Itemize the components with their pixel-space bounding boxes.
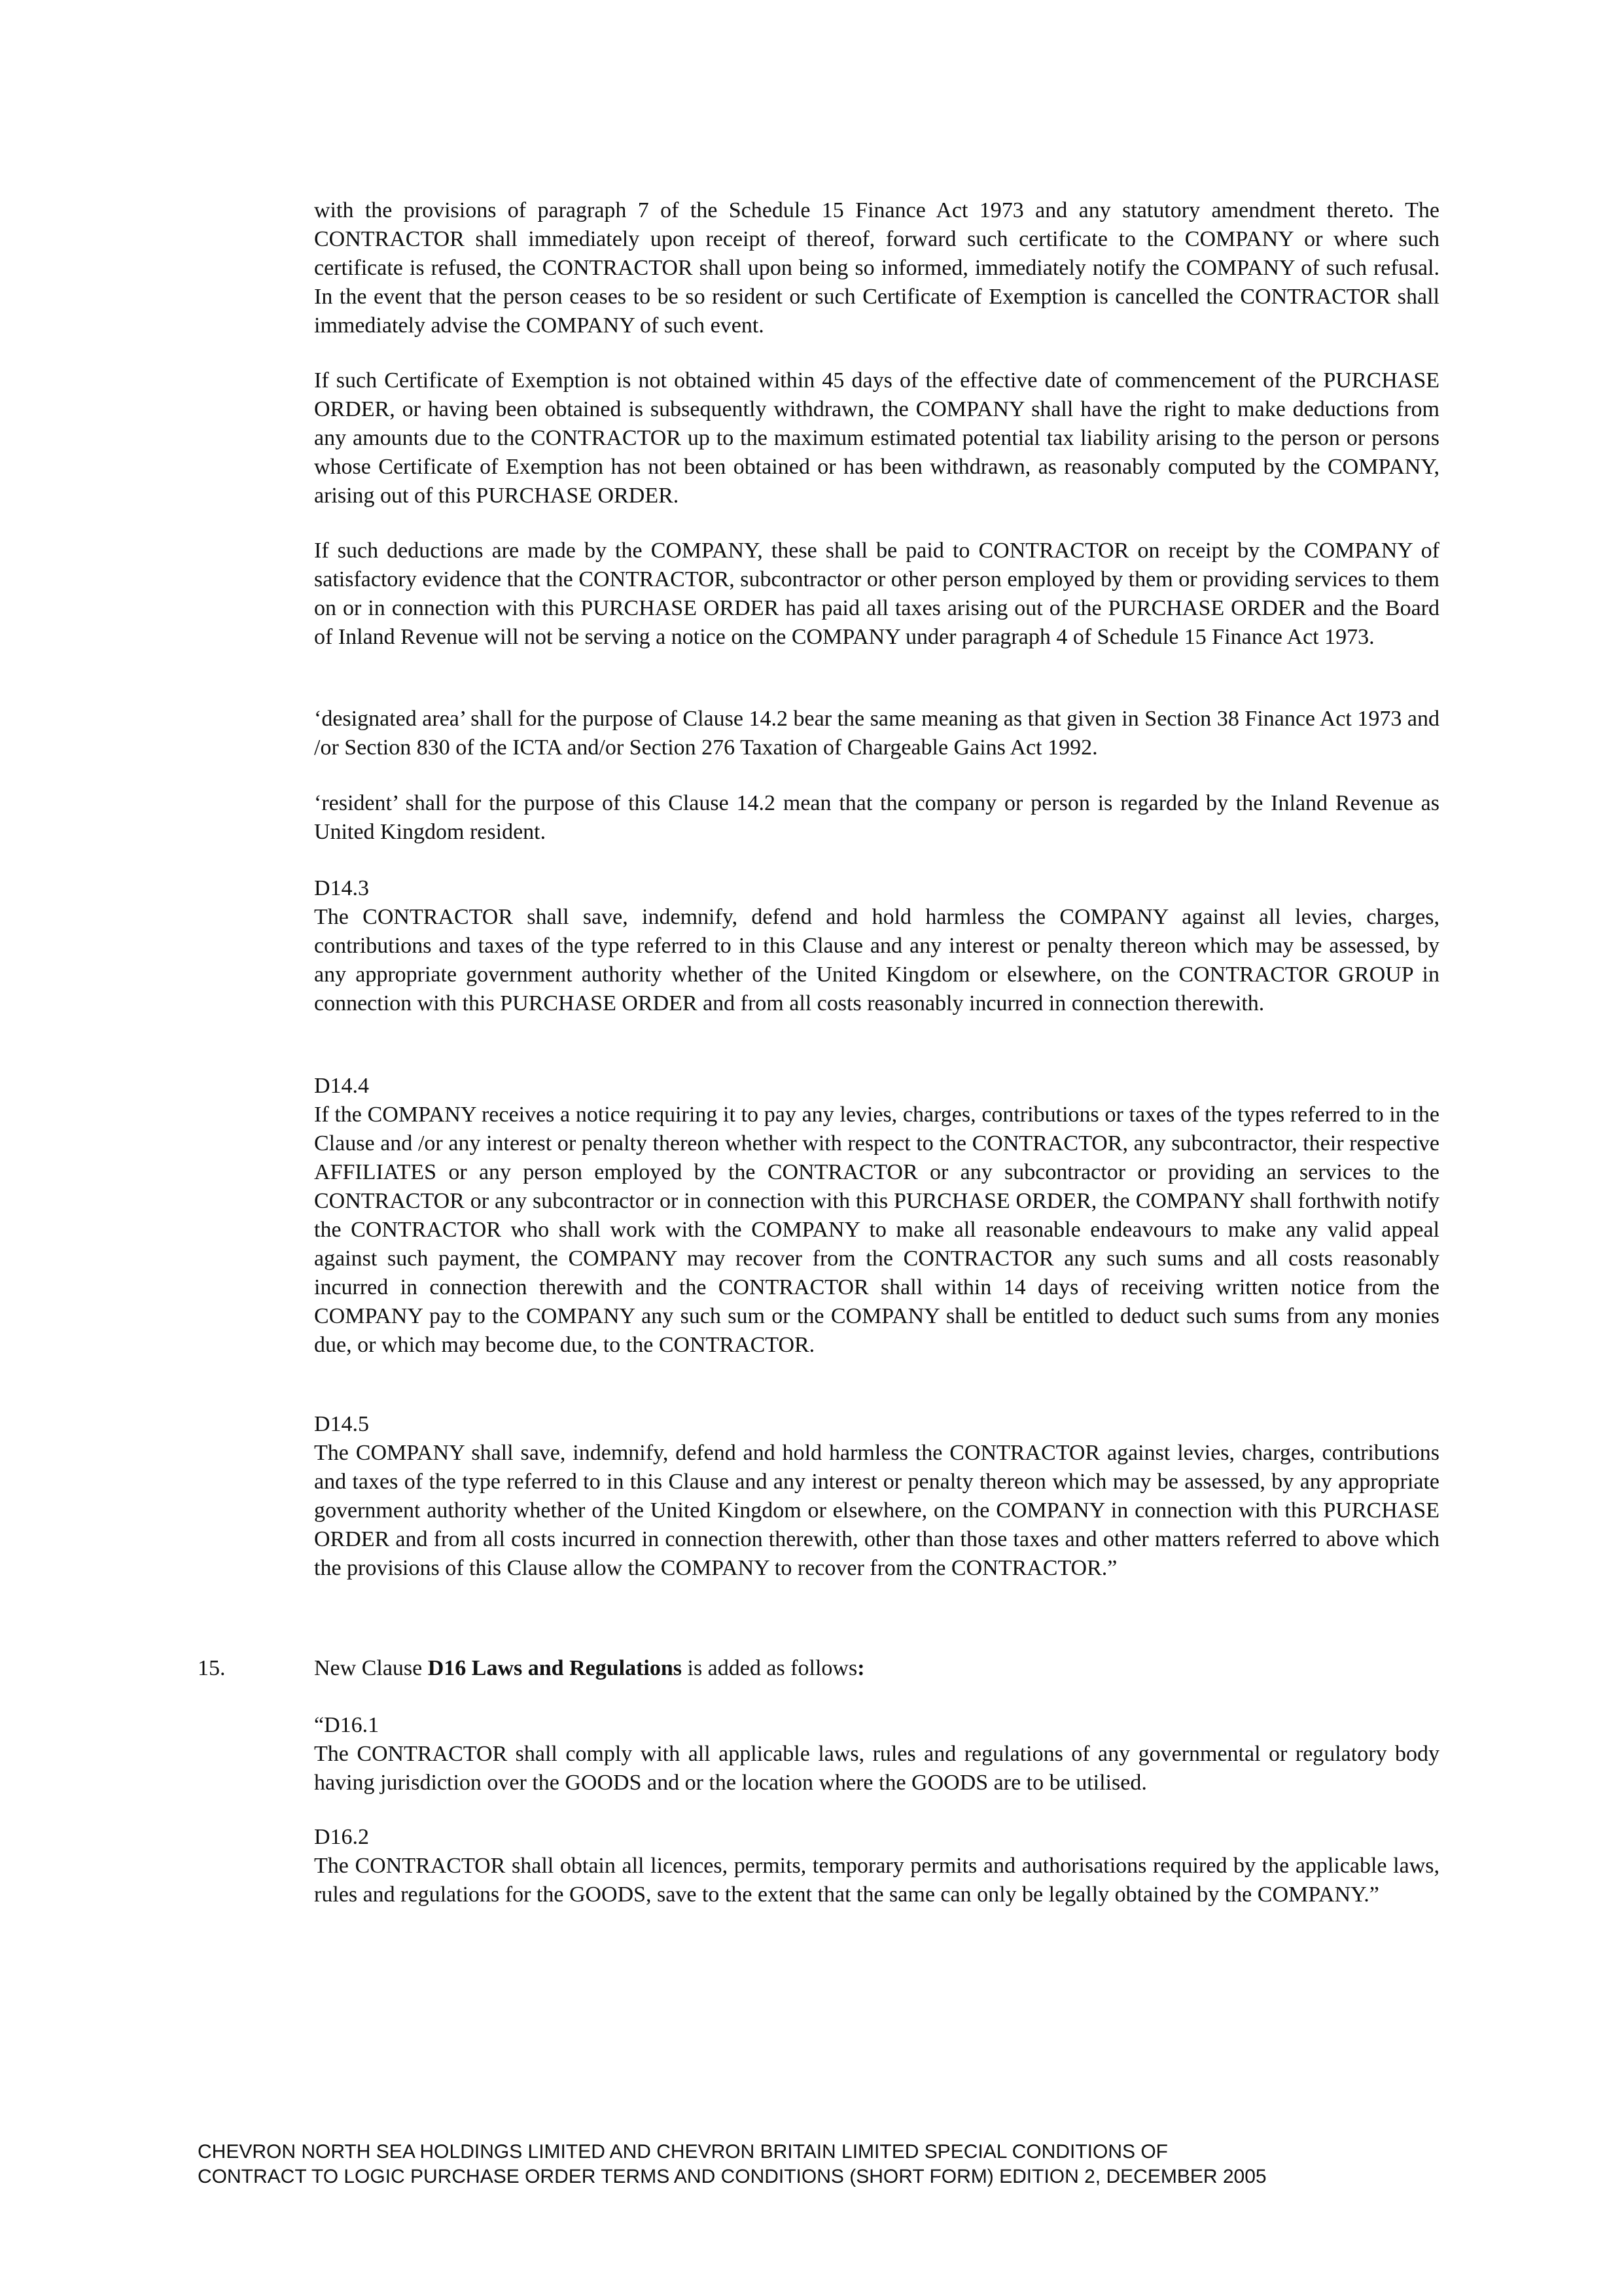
heading-bold-title: D16 Laws and Regulations	[427, 1656, 682, 1680]
continuation-paragraph-1	[314, 196, 1439, 340]
paragraph-text: If such Certificate of Exemption is not obtained within 45 days of the effective date of commencement of the PURCHASE ORDER, or having been obtained is subsequently withdrawn, the COMPANY shall have the right to make deductions from any amounts due to the CONTRACTOR up to the maximum estimated potential tax liability arising to the person or persons whose Certificate of Exemption has not been obtained or has been withdrawn, as reasonably computed by the COMPANY, arising out of this PURCHASE ORDER.	[314, 368, 1439, 508]
clause-label: D14.3	[314, 876, 370, 900]
clause-text: If the COMPANY receives a notice requiring it to pay any levies, charges, contributions or taxes of the types referred to in the Clause and /or any interest or penalty thereon whether with respect to the CONTRACTOR, any subcontractor, their respective AFFILIATES or any person employed by the CONTRACTOR or any subcontractor or providing an services to the CONTRACTOR or any subcontractor or in connection with this PURCHASE ORDER, the COMPANY shall forthwith notify the CONTRACTOR who shall work with the COMPANY to make all reasonable endeavours to make any valid appeal against such payment, the COMPANY may recover from the CONTRACTOR any such sums and all costs reasonably incurred in connection therewith and the CONTRACTOR shall within 14 days of receiving written notice from the COMPANY pay to the COMPANY any such sum or the COMPANY shall be entitled to deduct such sums from any monies due, or which may become due, to the CONTRACTOR.	[314, 1103, 1439, 1357]
clause-d14-4	[314, 1072, 1439, 1360]
clause-label: D14.4	[314, 1074, 370, 1098]
footer-line-2: CONTRACT TO LOGIC PURCHASE ORDER TERMS AND CONDITIONS (SHORT FORM) EDITION 2, DECEMBER 2005	[198, 2166, 1267, 2187]
clause-text: The CONTRACTOR shall obtain all licences, permits, temporary permits and authorisations required by the applicable laws, rules and regulations for the GOODS, save to the extent that the same can only be legally obtained by the COMPANY.”	[314, 1854, 1439, 1907]
clause-d16-1	[314, 1711, 1439, 1797]
clause-d14-5	[314, 1410, 1439, 1583]
clause-text: The CONTRACTOR shall save, indemnify, defend and hold harmless the COMPANY against all levies, charges, contributions and taxes of the type referred to in this Clause and any interest or penalty thereon which may be assessed, by any appropriate government authority whether of the United Kingdom or elsewhere, on the CONTRACTOR GROUP in connection with this PURCHASE ORDER and from all costs reasonably incurred in connection therewith.	[314, 905, 1439, 1016]
resident-definition	[314, 789, 1439, 847]
designated-area-definition	[314, 705, 1439, 762]
page-footer	[198, 2140, 1441, 2189]
paragraph-text: If such deductions are made by the COMPANY, these shall be paid to CONTRACTOR on receipt by the COMPANY of satisfactory evidence that the CONTRACTOR, subcontractor or other person employed by them or providing services to them on or in connection with this PURCHASE ORDER has paid all taxes arising out of the PURCHASE ORDER and the Board of Inland Revenue will not be serving a notice on the COMPANY under paragraph 4 of Schedule 15 Finance Act 1973.	[314, 539, 1439, 649]
continuation-paragraph-2	[314, 366, 1439, 510]
clause-label: D16.2	[314, 1825, 370, 1849]
clause-text: The COMPANY shall save, indemnify, defend and hold harmless the CONTRACTOR against levies, charges, contributions and taxes of the type referred to in this Clause and any interest or penalty thereon which may be assessed, by any appropriate government authority whether of the United Kingdom or elsewhere, on the COMPANY in connection with this PURCHASE ORDER and from all costs incurred in connection therewith, other than those taxes and other matters referred to above which the provisions of this Clause allow the COMPANY to recover from the CONTRACTOR.”	[314, 1441, 1439, 1580]
heading-suffix: is added as follows	[682, 1656, 858, 1680]
continuation-paragraph-3	[314, 537, 1439, 652]
clause-d14-3	[314, 874, 1439, 1018]
heading-colon: :	[857, 1656, 865, 1680]
heading-prefix: New Clause	[314, 1656, 428, 1680]
paragraph-text: ‘designated area’ shall for the purpose of Clause 14.2 bear the same meaning as that given in Section 38 Finance Act 1973 and /or Section 830 of the ICTA and/or Section 276 Taxation of Chargeable Gains Act 1992.	[314, 707, 1439, 760]
clause-number: 15.	[198, 1656, 226, 1680]
clause-d16-2	[314, 1823, 1439, 1909]
clause-text: The CONTRACTOR shall comply with all applicable laws, rules and regulations of any governmental or regulatory body having jurisdiction over the GOODS and or the location where the GOODS are to be utilised.	[314, 1742, 1439, 1795]
clause-label: “D16.1	[314, 1713, 380, 1737]
clause-label: D14.5	[314, 1412, 370, 1436]
paragraph-text: with the provisions of paragraph 7 of the Schedule 15 Finance Act 1973 and any statutory amendment thereto. The CONTRACTOR shall immediately upon receipt of thereof, forward such certificate to the COMPANY or where such certificate is refused, the CONTRACTOR shall upon being so informed, immediately notify the COMPANY of such refusal. In the event that the person ceases to be so resident or such Certificate of Exemption is cancelled the CONTRACTOR shall immediately advise the COMPANY of such event.	[314, 198, 1439, 338]
clause-15-heading	[314, 1654, 865, 1683]
footer-line-1: CHEVRON NORTH SEA HOLDINGS LIMITED AND CHEVRON BRITAIN LIMITED SPECIAL CONDITIONS OF	[198, 2141, 1168, 2163]
paragraph-text: ‘resident’ shall for the purpose of this Clause 14.2 mean that the company or person is regarded by the Inland Revenue as United Kingdom resident.	[314, 791, 1439, 844]
